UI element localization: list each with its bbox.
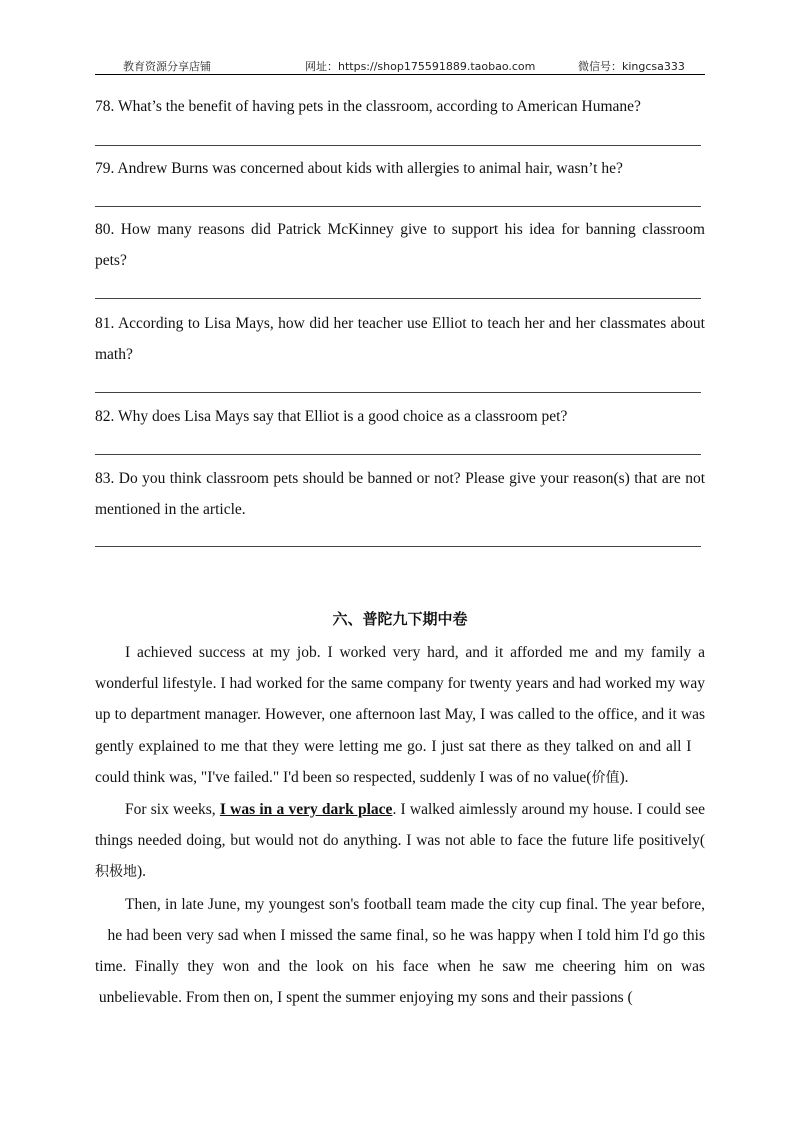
passage-paragraph-3: Then, in late June, my youngest son's football team made the city cup final. The year before, he had been very sad when I missed the same final, so he was happy when I told him I'd go this time. Finally they won and the look on his face when he saw me cheering him on was unbelievable. From then on, I spent the summer enjoying my sons and their passions ( xyxy=(95,895,705,1007)
p1-end: ). xyxy=(619,768,629,786)
header-wechat: 微信号：kingcsa333 xyxy=(578,60,685,73)
question-83: 83. Do you think classroom pets should be banned or not? Please give your reason(s) that are not mentioned in the article. xyxy=(95,470,705,518)
passage-paragraph-1 xyxy=(95,637,705,794)
p2-end: ). xyxy=(137,863,147,881)
p2-text-rest: . I walked aimlessly around my house. I could see things needed doing, but would not do anything. I was not able to face the future life positively( xyxy=(95,801,706,850)
p2-text-start: For six weeks, xyxy=(125,801,220,819)
section-title: 六、普陀九下期中卷 xyxy=(332,610,468,628)
answer-line-83[interactable] xyxy=(95,546,701,547)
answer-line-82[interactable] xyxy=(95,454,701,455)
reading-passage xyxy=(95,637,705,1013)
header-url: 网址：https://shop175591889.taobao.com xyxy=(305,60,536,73)
underlined-phrase: I was in a very dark place xyxy=(219,801,393,819)
header-shop-name: 教育资源分享店铺 xyxy=(123,60,211,73)
p1-text: I achieved success at my job. I worked very hard, and it afforded me and my family a wonderful lifestyle. I had worked for the same company for twenty years and had worked my way up to department manager. However, one afternoon last May, I was called to the office, and it was gently explained to me that they were letting me go. I just sat there as they talked on and all I could think was, "I've failed." I'd been so respected, suddenly I was of no value( xyxy=(95,644,705,786)
answer-line-79[interactable] xyxy=(95,206,701,207)
page-header xyxy=(95,56,705,75)
question-78: 78. What’s the benefit of having pets in the classroom, according to American Humane? xyxy=(95,98,641,115)
answer-line-81[interactable] xyxy=(95,392,701,393)
p2-chinese-gloss: 积极地 xyxy=(95,864,137,881)
question-80: 80. How many reasons did Patrick McKinney give to support his idea for banning classroom pets? xyxy=(95,221,705,269)
question-81: 81. According to Lisa Mays, how did her teacher use Elliot to teach her and her classmates about math? xyxy=(95,315,705,363)
passage-paragraph-2 xyxy=(95,794,705,889)
answer-line-78[interactable] xyxy=(95,145,701,146)
answer-line-80[interactable] xyxy=(95,298,701,299)
question-82: 82. Why does Lisa Mays say that Elliot is a good choice as a classroom pet? xyxy=(95,408,568,425)
question-79: 79. Andrew Burns was concerned about kids with allergies to animal hair, wasn’t he? xyxy=(95,160,623,177)
p1-chinese-gloss: 价值 xyxy=(591,769,620,786)
